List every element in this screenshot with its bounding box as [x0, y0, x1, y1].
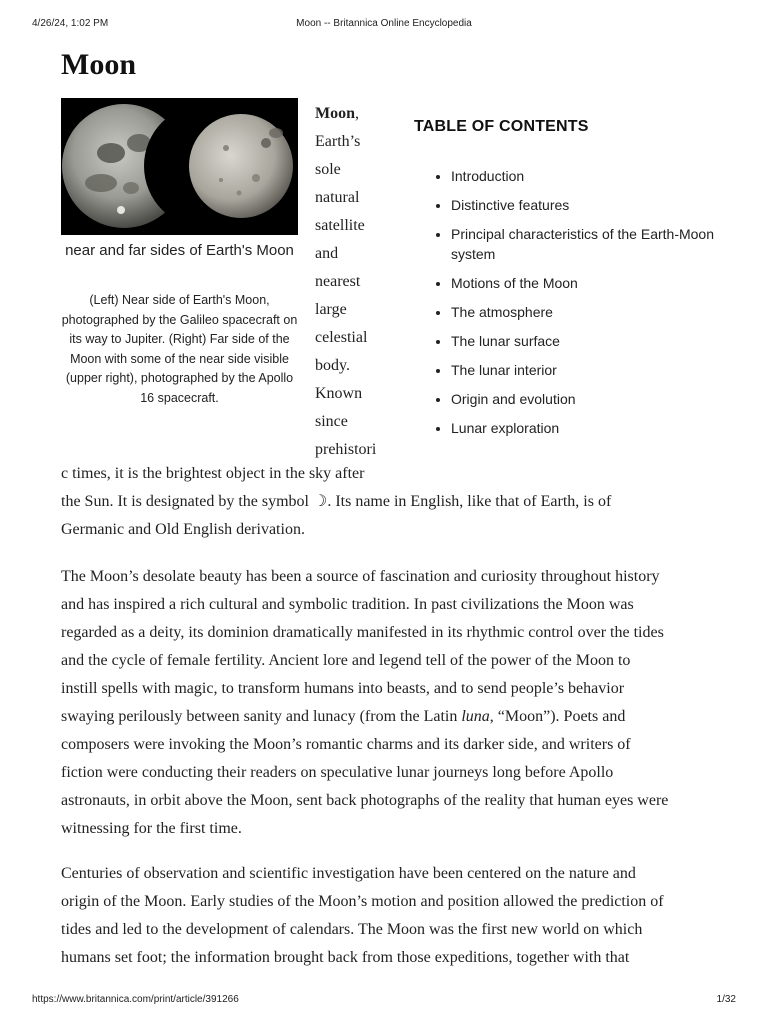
toc-item-atmosphere[interactable]: • The atmosphere: [451, 302, 731, 322]
toc-item-principal-characteristics[interactable]: • Principal characteristics of the Earth-Moon system: [451, 224, 731, 264]
moon-photo[interactable]: [61, 98, 298, 235]
paragraph-line: instill spells with magic, to transform humans into beasts, and to send people’s behavior: [61, 680, 625, 697]
intro-line: Known: [315, 385, 363, 402]
intro-line: since: [315, 413, 348, 430]
intro-line: sole: [315, 161, 341, 178]
intro-wide-line: c times, it is the brightest object in the sky after: [61, 465, 365, 482]
toc-item-lunar-surface[interactable]: • The lunar surface: [451, 331, 731, 351]
intro-line: body.: [315, 357, 350, 374]
intro-line: Earth’s: [315, 133, 361, 150]
article-title: Moon: [61, 48, 136, 81]
paragraph-line: and the cycle of female fertility. Ancient lore and legend tell of the power of the Moon to: [61, 652, 631, 669]
intro-wide-line: the Sun. It is designated by the symbol ☽. Its name in English, like that of Earth, is of: [61, 493, 612, 510]
toc-list: [414, 166, 731, 447]
paragraph-line: Centuries of observation and scientific investigation have been centered on the nature and: [61, 865, 636, 882]
intro-line: natural: [315, 189, 360, 206]
paragraph-line-latin: swaying perilously between sanity and lunacy (from the Latin luna, “Moon”). Poets and: [61, 708, 626, 725]
paragraph-line: astronauts, in orbit above the Moon, sent back photographs of the reality that human eyes were: [61, 792, 669, 809]
figure-title: near and far sides of Earth's Moon: [65, 242, 294, 259]
toc-item-introduction[interactable]: • Introduction: [451, 166, 731, 186]
paragraph-line: humans set foot; the information brought back from those expeditions, together with that: [61, 949, 630, 966]
toc-item-motions[interactable]: • Motions of the Moon: [451, 273, 731, 293]
toc-item-distinctive-features[interactable]: • Distinctive features: [451, 195, 731, 215]
toc-title: TABLE OF CONTENTS: [414, 118, 589, 135]
intro-line: satellite: [315, 217, 365, 234]
intro-line: nearest: [315, 273, 361, 290]
print-doc-title: Moon -- Britannica Online Encyclopedia: [296, 18, 472, 29]
print-url: https://www.britannica.com/print/article/391266: [32, 994, 239, 1005]
intro-line: prehistori: [315, 441, 377, 458]
paragraph-line: witnessing for the first time.: [61, 820, 242, 837]
latin-word: luna: [461, 708, 490, 725]
paragraph-line: regarded as a deity, its dominion dramatically manifested in its rhythmic control over the tides: [61, 624, 664, 641]
toc-item-lunar-exploration[interactable]: • Lunar exploration: [451, 418, 731, 438]
toc-item-origin-evolution[interactable]: • Origin and evolution: [451, 389, 731, 409]
intro-narrow-column: Moon, Earth’s sole natural satellite and nearest large celestial body. Known since prehistori: [315, 100, 395, 464]
figure-caption: (Left) Near side of Earth's Moon, photographed by the Galileo spacecraft on its way to Jupiter. (Right) Far side of the Moon with some of the near side visible (upper right), photographed by the Apollo 16 spacecraft.: [61, 293, 298, 405]
paragraph-line: composers were invoking the Moon’s romantic charms and its darker side, and writers of: [61, 736, 631, 753]
intro-wide-line: Germanic and Old English derivation.: [61, 521, 305, 538]
paragraph-observation: [61, 860, 711, 972]
paragraph-line: origin of the Moon. Early studies of the Moon’s motion and position allowed the prediction of: [61, 893, 664, 910]
paragraph-fascination: [61, 563, 711, 843]
paragraph-line: fiction were conducting their readers on speculative lunar journeys long before Apollo: [61, 764, 614, 781]
paragraph-line: tides and led to the development of calendars. The Moon was the first new world on which: [61, 921, 643, 938]
intro-line: celestial: [315, 329, 368, 346]
intro-line: large: [315, 301, 347, 318]
intro-bold-term: Moon: [315, 105, 355, 122]
table-of-contents: [414, 118, 714, 436]
paragraph-line: The Moon’s desolate beauty has been a source of fascination and curiosity throughout history: [61, 568, 660, 585]
intro-wide-text: [61, 460, 711, 544]
intro-line: and: [315, 245, 339, 262]
print-datetime: 4/26/24, 1:02 PM: [32, 18, 109, 29]
paragraph-line: and has inspired a rich cultural and symbolic tradition. In past civilizations the Moon was: [61, 596, 634, 613]
page-number: 1/32: [716, 994, 736, 1005]
toc-item-lunar-interior[interactable]: • The lunar interior: [451, 360, 731, 380]
